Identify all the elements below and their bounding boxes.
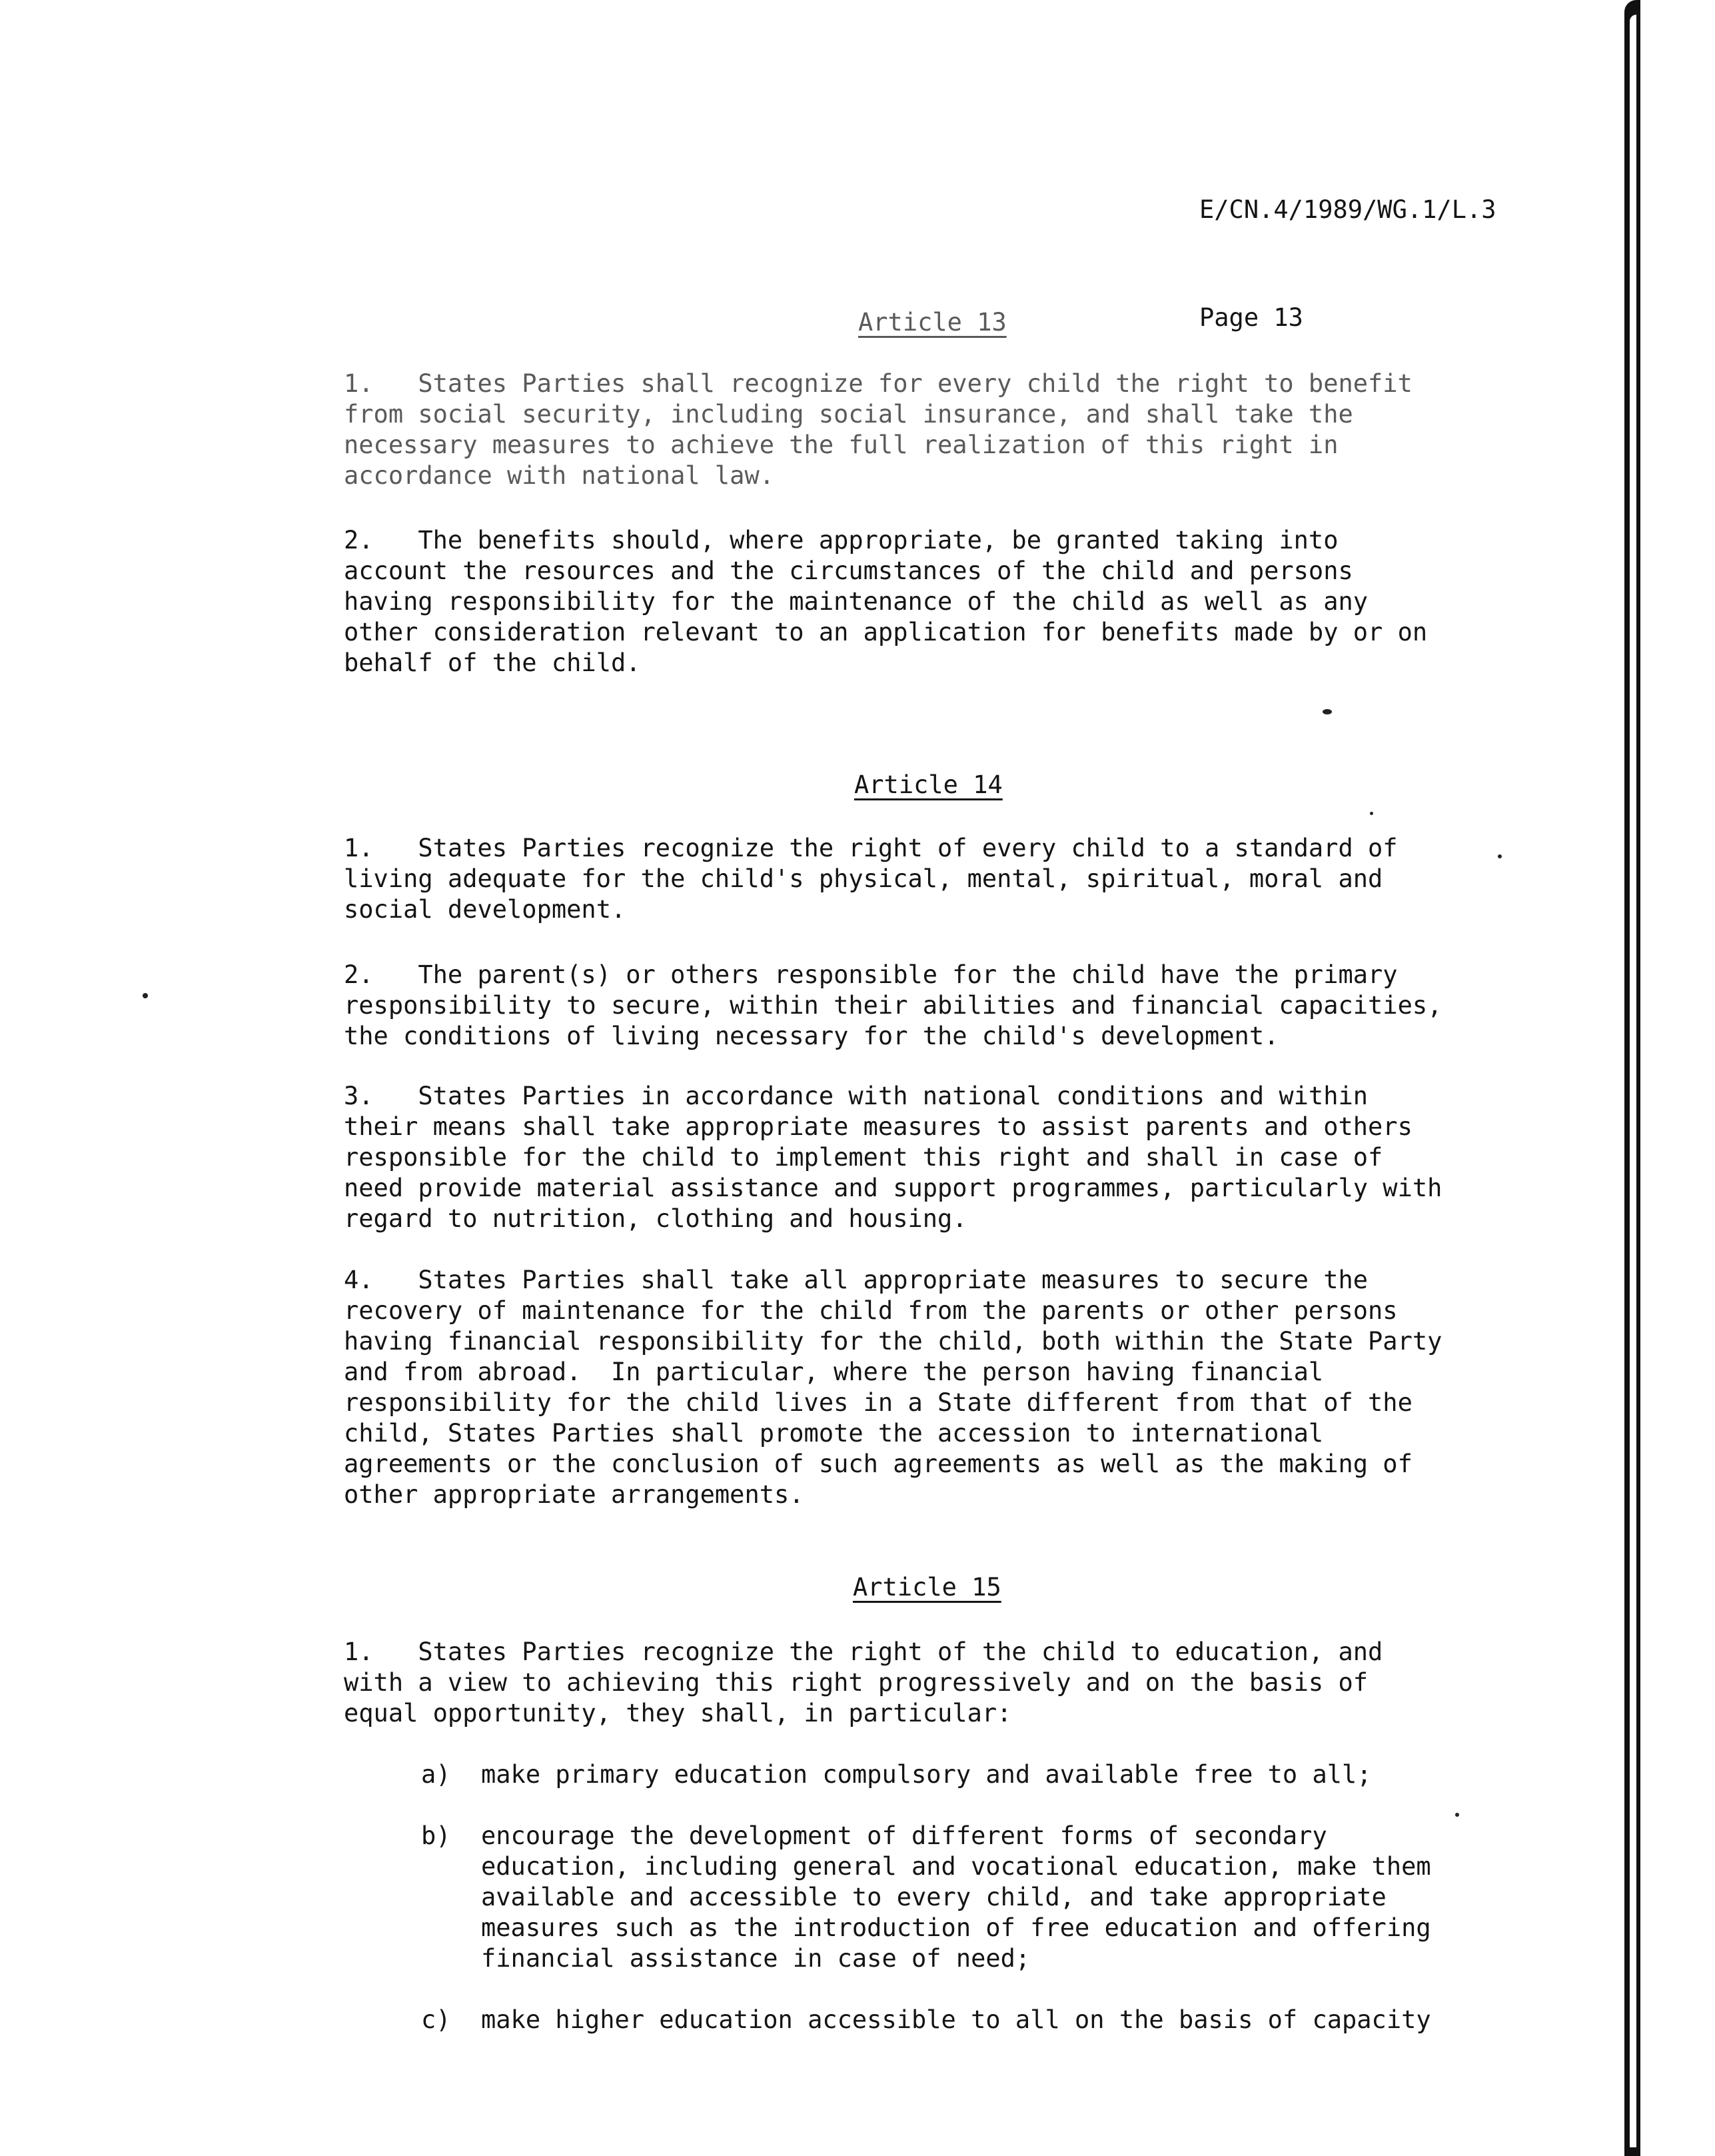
scan-speck <box>1323 709 1332 714</box>
scan-speck <box>143 993 148 998</box>
scanner-edge-highlight <box>1630 15 1636 2147</box>
article-13-paragraph-2: 2. The benefits should, where appropriate, be granted taking into account the resources and the circumstances of the child and persons having responsibility for the maintenance of the child as well as any other consideration relevant to an application for benefits made by or on behalf of the child. <box>344 526 1428 677</box>
list-item-b-text: encourage the development of different forms of secondary education, including general and vocational education, make them available and accessible to every child, and take appropriate measures such as the introduction of free education and offering financial assistance in case of need; <box>481 1821 1431 1973</box>
article-13-heading: Article 13 <box>858 308 1007 337</box>
article-15-paragraph-1: 1. States Parties recognize the right of the child to education, and with a view to achieving this right progressively and on the basis of equal opportunity, they shall, in particular: <box>344 1637 1383 1727</box>
article-14-paragraph-1: 1. States Parties recognize the right of every child to a standard of living adequate for the child's physical, mental, spiritual, moral and social development. <box>344 834 1398 924</box>
scan-speck <box>1498 854 1502 858</box>
list-item-a-marker: a) <box>421 1760 451 1789</box>
scan-speck <box>1370 812 1373 815</box>
scan-speck <box>1455 1813 1459 1817</box>
article-14-heading: Article 14 <box>854 770 1003 799</box>
document-symbol: E/CN.4/1989/WG.1/L.3 <box>1199 195 1496 224</box>
article-15-heading: Article 15 <box>853 1573 1001 1602</box>
article-14-paragraph-2: 2. The parent(s) or others responsible for the child have the primary responsibility to secure, within their abilities and financial capacities, the conditions of living necessary for the child's development. <box>344 960 1442 1050</box>
list-item-c-marker: c) <box>421 2005 451 2034</box>
list-item-a-text: make primary education compulsory and available free to all; <box>481 1760 1372 1789</box>
page-number: Page 13 <box>1199 303 1303 332</box>
article-13-paragraph-1: 1. States Parties shall recognize for every child the right to benefit from social security, including social insurance, and shall take the necessary measures to achieve the full realization of this right in accordance with national law. <box>344 369 1413 490</box>
document-header <box>1199 120 1496 408</box>
article-14-paragraph-4: 4. States Parties shall take all appropriate measures to secure the recovery of maintenance for the child from the parents or other persons having financial responsibility for the child, both within the State Party and from abroad. In particular, where the person having financial responsibility for the child lives in a State different from that of the child, States Parties shall promote the accession to international agreements or the conclusion of such agreements as well as the making of other appropriate arrangements. <box>344 1266 1442 1509</box>
list-item-c-text: make higher education accessible to all on the basis of capacity <box>481 2005 1431 2034</box>
article-14-paragraph-3: 3. States Parties in accordance with national conditions and within their means shall take appropriate measures to assist parents and others responsible for the child to implement this right and shall in case of need provide material assistance and support programmes, particularly with regard to nutrition, clothing and housing. <box>344 1082 1442 1233</box>
list-item-b-marker: b) <box>421 1821 451 1850</box>
